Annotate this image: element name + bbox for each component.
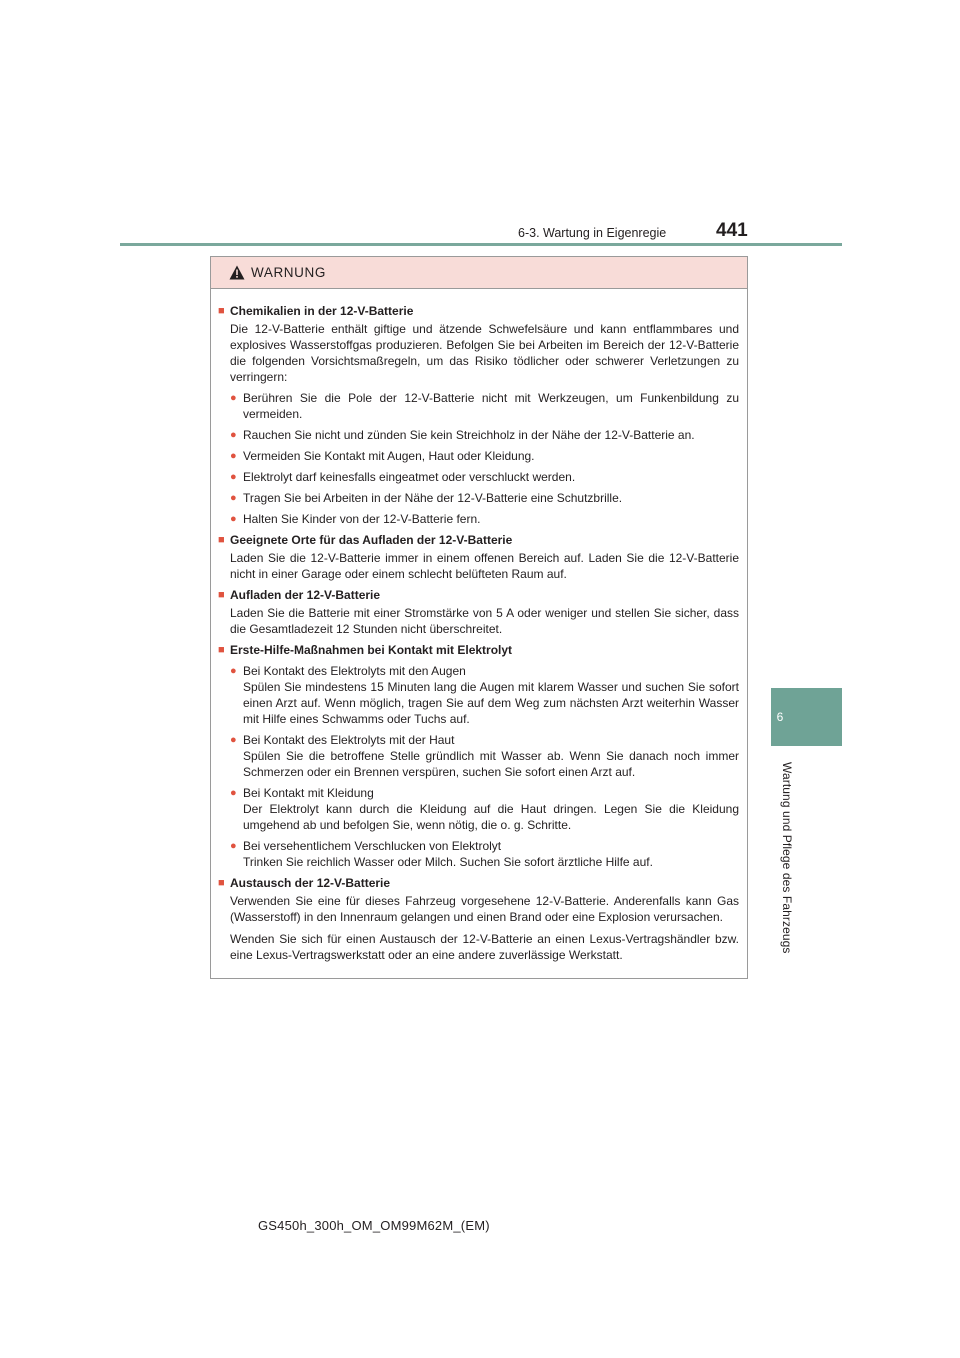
square-bullet-icon: ■ <box>218 877 225 889</box>
section-heading: ■ Erste-Hilfe-Maßnahmen bei Kontakt mit Elektrolyt <box>218 643 513 657</box>
circle-bullet-icon: ● <box>230 471 237 483</box>
paragraph: Die 12-V-Batterie enthält giftige und ätzende Schwefelsäure und kann entflammbares und explosives Wasserstoffgas produzieren. Befolgen Sie bei Arbeiten im Bereich der 12-V-Batterie die folgenden Vorsichtsmaßregeln, um das Risiko tödlicher oder schwerer Verletzungen zu verringern: <box>230 322 739 384</box>
circle-bullet-icon: ● <box>230 787 237 799</box>
paragraph: Laden Sie die 12-V-Batterie immer in einem offenen Bereich auf. Laden Sie die 12-V-Batterie nicht in einer Garage oder einem schlecht belüfteten Raum auf. <box>230 551 739 581</box>
circle-bullet-icon: ● <box>230 392 237 404</box>
circle-bullet-icon: ● <box>230 513 237 525</box>
list-item: ● Bei versehentlichem Verschlucken von Elektrolyt Trinken Sie reichlich Wasser oder Milch. Suchen Sie sofort ärztliche Hilfe auf. <box>230 839 653 869</box>
warning-body <box>211 289 747 963</box>
list-item: ● Rauchen Sie nicht und zünden Sie kein Streichholz in der Nähe der 12-V-Batterie an. <box>230 428 695 442</box>
document-code: GS450h_300h_OM_OM99M62M_(EM) <box>258 1218 490 1233</box>
circle-bullet-icon: ● <box>230 450 237 462</box>
chapter-title: Wartung und Pflege des Fahrzeugs <box>780 762 794 954</box>
paragraph: Laden Sie die Batterie mit einer Stromstärke von 5 A oder weniger und stellen Sie sicher, dass die Gesamtladezeit 12 Stunden nicht überschreitet. <box>230 606 739 636</box>
header-rule <box>120 243 842 246</box>
warning-title: WARNUNG <box>251 265 326 280</box>
square-bullet-icon: ■ <box>218 534 225 546</box>
page-number: 441 <box>716 220 748 241</box>
list-item: ● Tragen Sie bei Arbeiten in der Nähe der 12-V-Batterie eine Schutzbrille. <box>230 491 623 505</box>
warning-box <box>210 256 748 979</box>
paragraph: Verwenden Sie eine für dieses Fahrzeug vorgesehene 12-V-Batterie. Anderenfalls kann Gas (Wasserstoff) in den Innenraum gelangen und einen Brand oder eine Explosion verursachen. <box>230 894 739 924</box>
list-item: ● Bei Kontakt mit Kleidung Der Elektrolyt kann durch die Kleidung auf die Haut dringen. Legen Sie die Kleidung umgehend ab und befolgen Sie, wenn nötig, die o. g. Schritte. <box>230 786 739 832</box>
circle-bullet-icon: ● <box>230 840 237 852</box>
list-item: ● Bei Kontakt des Elektrolyts mit der Haut Spülen Sie die betroffene Stelle gründlich mit Wasser ab. Wenn Sie danach noch immer Schmerzen oder ein Brennen verspüren, suchen Sie sofort einen Arzt auf. <box>230 733 739 779</box>
paragraph: Wenden Sie sich für einen Austausch der 12-V-Batterie an einen Lexus-Vertragshändler bzw. eine Lexus-Vertragswerkstatt oder an eine andere zuverlässige Werkstatt. <box>230 932 739 962</box>
circle-bullet-icon: ● <box>230 734 237 746</box>
section-heading: ■ Aufladen der 12-V-Batterie <box>218 588 381 602</box>
section-heading: ■ Austausch der 12-V-Batterie <box>218 876 391 890</box>
circle-bullet-icon: ● <box>230 492 237 504</box>
section-title: 6-3. Wartung in Eigenregie <box>518 226 667 240</box>
square-bullet-icon: ■ <box>218 305 225 317</box>
list-item: ● Bei Kontakt des Elektrolyts mit den Augen Spülen Sie mindestens 15 Minuten lang die Augen mit klarem Wasser und suchen Sie sofort einen Arzt auf. Wenn möglich, tragen Sie auf dem Weg zum nächsten Arzt weiterhin Wasser mit Hilfe eines Schwamms oder Tuchs auf. <box>230 664 739 726</box>
list-item: ● Elektrolyt darf keinesfalls eingeatmet oder verschluckt werden. <box>230 470 576 484</box>
section-heading: ■ Geeignete Orte für das Aufladen der 12-V-Batterie <box>218 533 513 547</box>
warning-triangle-icon <box>229 265 245 280</box>
square-bullet-icon: ■ <box>218 589 225 601</box>
square-bullet-icon: ■ <box>218 644 225 656</box>
circle-bullet-icon: ● <box>230 665 237 677</box>
warning-header <box>211 257 747 289</box>
list-item: ● Halten Sie Kinder von der 12-V-Batterie fern. <box>230 512 481 526</box>
list-item: ● Vermeiden Sie Kontakt mit Augen, Haut oder Kleidung. <box>230 449 535 463</box>
list-item: ● Berühren Sie die Pole der 12-V-Batterie nicht mit Werkzeugen, um Funkenbildung zu vermeiden. <box>230 391 739 421</box>
section-heading: ■ Chemikalien in der 12-V-Batterie <box>218 304 414 318</box>
chapter-number: 6 <box>776 710 784 724</box>
circle-bullet-icon: ● <box>230 429 237 441</box>
